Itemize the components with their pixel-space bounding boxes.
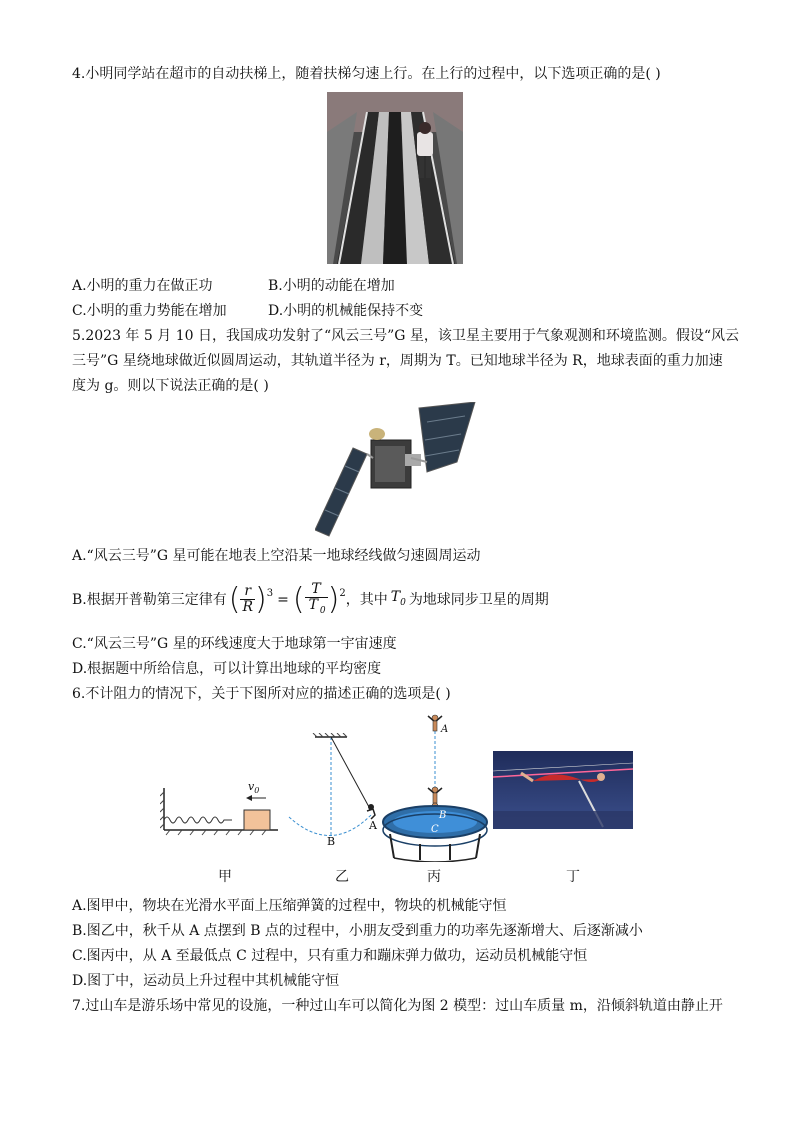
q7-stem: 7.过山车是游乐场中常见的设施，一种过山车可以简化为图 2 模型：过山车质量 m，沿倾斜轨道由静止开 (72, 998, 723, 1014)
q6-option-c: C.图丙中，从 A 至最低点 C 过程中，只有重力和蹦床弹力做功，运动员机械能守恒 (72, 948, 588, 964)
label-tramp-a: A (441, 724, 449, 735)
q6-option-b: B.图乙中，秋千从 A 点摆到 B 点的过程中，小朋友受到重力的功率先逐渐增大、后逐渐减小 (72, 923, 643, 939)
q5-option-b-suffix: ，其中 (345, 592, 388, 608)
q5-option-a: A.“风云三号”G 星可能在地表上空沿某一地球经线做匀速圆周运动 (72, 548, 481, 564)
q5-option-b (72, 580, 549, 620)
formula-equals: = (277, 591, 289, 608)
q6-option-d: D.图丁中，运动员上升过程中其机械能守恒 (72, 973, 340, 989)
caption-bing: 丙 (427, 869, 441, 885)
formula-T: T (305, 582, 328, 598)
formula-T0-sub: 0 (319, 605, 326, 616)
q5-stem-line2: 三号”G 星绕地球做近似圆周运动，其轨道半径为 r，周期为 T。已知地球半径为 R，地球表面的重力加速 (72, 353, 723, 369)
q4-option-c: C.小明的重力势能在增加 (72, 303, 227, 319)
figure-yi-pendulum (285, 733, 385, 851)
q4-option-a: A.小明的重力在做正功 (72, 278, 213, 294)
figure-jia-spring-block (160, 780, 280, 840)
q5-option-c: C.“风云三号”G 星的环线速度大于地球第一宇宙速度 (72, 636, 397, 652)
q5-option-b-prefix: B.根据开普勒第三定律有 (72, 592, 227, 608)
formula-exp3: 3 (266, 587, 274, 599)
label-v0: $v_0$ (248, 780, 260, 796)
formula-R: R (242, 599, 254, 616)
caption-jia: 甲 (218, 869, 232, 885)
label-tramp-c: C (431, 824, 439, 835)
kepler-formula: ( $\frac{r}{R}$ ) $^3$ = ( $\frac{T}{T _0}$ ) $^2$ (228, 580, 346, 617)
caption-yi: 乙 (335, 869, 349, 885)
q6-stem: 6.不计阻力的情况下，关于下图所对应的描述正确的选项是( ) (72, 686, 451, 702)
caption-ding: 丁 (566, 869, 580, 885)
escalator-photo (327, 92, 463, 264)
q5-stem-line1: 5.2023 年 5 月 10 日，我国成功发射了“风云三号”G 星，该卫星主要用于气象观测和环境监测。假设“风云 (72, 328, 740, 344)
q5-stem-line3: 度为 g。则以下说法正确的是( ) (72, 378, 269, 394)
label-tramp-b: B (439, 810, 447, 821)
label-pendulum-a: A (369, 819, 377, 832)
q4-stem: 4.小明同学站在超市的自动扶梯上，随着扶梯匀速上行。在上行的过程中，以下选项正确的是( ) (72, 66, 661, 82)
q4-option-b: B.小明的动能在增加 (268, 278, 395, 294)
q5-option-d: D.根据题中所给信息，可以计算出地球的平均密度 (72, 661, 382, 677)
q4-option-d: D.小明的机械能保持不变 (268, 303, 424, 319)
q5-option-b-tail: 为地球同步卫星的周期 (408, 592, 549, 608)
figure-bing-trampoline (380, 712, 490, 862)
formula-r: r (240, 584, 255, 600)
q6-option-a: A.图甲中，物块在光滑水平面上压缩弹簧的过程中，物块的机械能守恒 (72, 898, 507, 914)
label-pendulum-b: B (327, 835, 336, 848)
satellite-illustration (315, 402, 480, 538)
q5-option-b-T0: $T_0$ (390, 589, 406, 608)
figure-ding-pole-vault-photo (493, 751, 633, 829)
formula-T0: T (308, 596, 318, 613)
formula-exp2: 2 (339, 587, 346, 599)
